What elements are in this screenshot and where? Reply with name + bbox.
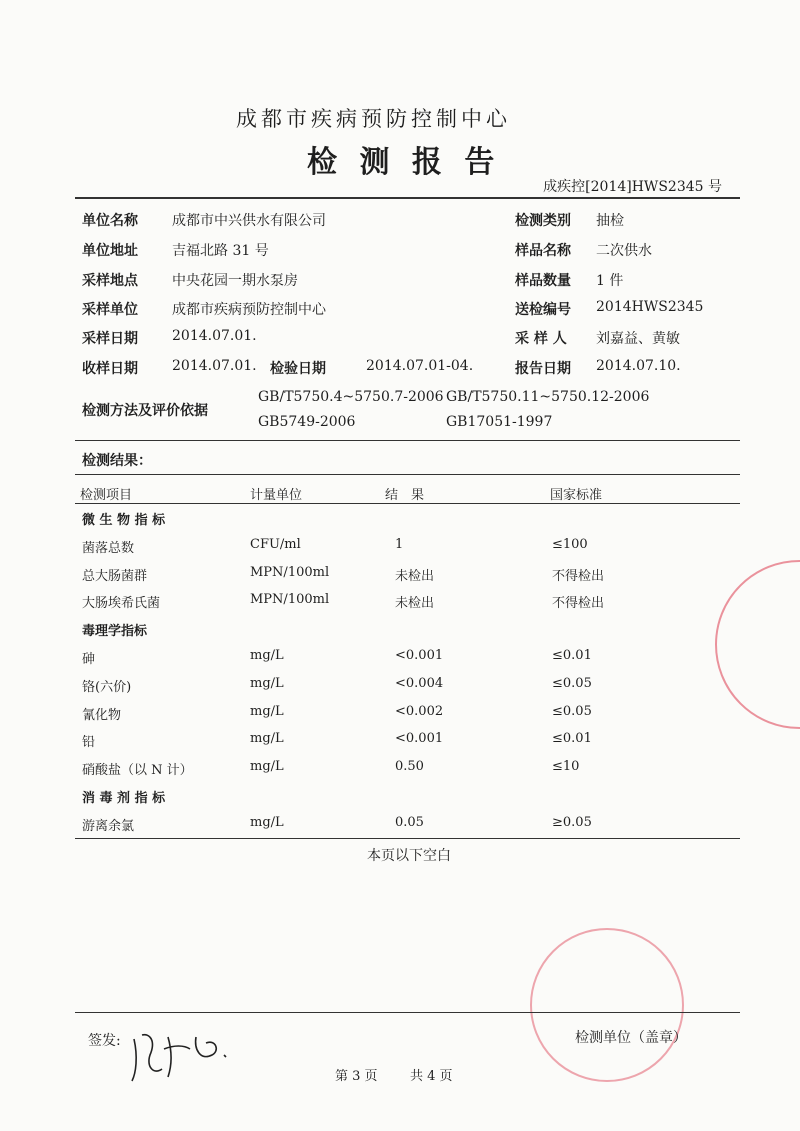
test-type: 抽检 (596, 213, 624, 229)
cell-unit: CFU/ml (250, 536, 301, 552)
sampling-date: 2014.07.01. (172, 328, 257, 344)
org-name: 成都市疾病预防控制中心 (236, 107, 511, 131)
sampling-site-label: 采样地点 (82, 273, 138, 289)
cell-result: <0.001 (395, 648, 444, 663)
submit-no-label: 送检编号 (515, 302, 571, 318)
sample-qty-label: 样品数量 (515, 273, 571, 289)
cell-unit: mg/L (250, 731, 284, 747)
cell-unit: MPN/100ml (250, 564, 330, 580)
cell-item: 铬(六价) (82, 679, 132, 695)
section-heading: 毒理学指标 (82, 624, 148, 640)
section-heading: 微 生 物 指 标 (82, 513, 166, 528)
cell-standard: ≤0.05 (552, 675, 592, 691)
cell-unit: mg/L (250, 648, 284, 663)
cell-item: 菌落总数 (82, 540, 135, 556)
unit-name-label: 单位名称 (82, 213, 138, 229)
sample-qty: 1 件 (596, 273, 624, 289)
method-item: GB/T5750.4~5750.7-2006 (258, 389, 444, 405)
method-item: GB/T5750.11~5750.12-2006 (446, 389, 650, 405)
cell-item: 砷 (82, 652, 96, 667)
cell-result: <0.002 (395, 703, 444, 719)
cell-result: 0.05 (395, 814, 424, 830)
receive-date-label: 收样日期 (82, 361, 138, 377)
sampling-date-label: 采样日期 (82, 331, 138, 347)
cell-result: 未检出 (395, 596, 435, 612)
section-heading: 消 毒 剂 指 标 (82, 791, 166, 806)
sampling-unit: 成都市疾病预防控制中心 (172, 302, 326, 318)
results-top-line (75, 474, 740, 475)
official-seal (715, 560, 800, 729)
official-seal (530, 928, 684, 1082)
cell-standard: ≤0.01 (552, 648, 592, 663)
cell-standard: ≥0.05 (552, 814, 592, 830)
sampling-site: 中央花园一期水泵房 (172, 273, 298, 289)
submit-no: 2014HWS2345 (596, 299, 704, 315)
results-bottom-line (75, 838, 740, 839)
cell-standard: ≤0.05 (552, 703, 592, 719)
cell-result: 1 (395, 536, 404, 552)
report-number: 成疾控[2014]HWS2345 号 (543, 179, 722, 195)
sample-name-label: 样品名称 (515, 243, 571, 259)
sampling-unit-label: 采样单位 (82, 302, 138, 318)
cell-unit: mg/L (250, 703, 284, 719)
cell-item: 总大肠菌群 (82, 568, 148, 584)
test-date: 2014.07.01-04. (366, 358, 474, 374)
cell-standard: ≤0.01 (552, 731, 592, 747)
footer-divider (75, 1012, 740, 1013)
results-label: 检测结果： (82, 453, 152, 469)
method-label: 检测方法及评价依据 (82, 403, 208, 419)
col-header-result: 结 果 (385, 488, 425, 503)
cell-unit: MPN/100ml (250, 592, 330, 608)
unit-address-label: 单位地址 (82, 243, 138, 259)
unit-address: 吉福北路 31 号 (172, 243, 269, 259)
cell-result: 0.50 (395, 759, 424, 775)
blank-note: 本页以下空白 (367, 848, 451, 864)
cell-result: <0.004 (395, 675, 444, 691)
sampler: 刘嘉益、黄敏 (596, 331, 680, 347)
page-current: 第 3 页 (335, 1069, 378, 1084)
cell-standard: ≤10 (552, 759, 580, 775)
cell-unit: mg/L (250, 814, 284, 830)
method-item: GB17051-1997 (446, 414, 553, 430)
col-header-unit: 计量单位 (250, 488, 303, 503)
test-type-label: 检测类别 (515, 213, 571, 229)
cell-standard: ≤100 (552, 536, 588, 552)
sampler-label: 采 样 人 (515, 331, 567, 347)
report-date-label: 报告日期 (515, 361, 571, 377)
report-title: 检 测 报 告 (307, 145, 501, 180)
cell-result: 未检出 (395, 568, 435, 584)
col-header-item: 检测项目 (80, 488, 133, 503)
cell-item: 大肠埃希氏菌 (82, 596, 161, 612)
sample-name: 二次供水 (596, 243, 652, 259)
receive-date: 2014.07.01. (172, 358, 257, 374)
info-divider (75, 440, 740, 441)
col-header-standard: 国家标准 (550, 488, 603, 503)
cell-unit: mg/L (250, 759, 284, 775)
cell-item: 铅 (82, 735, 96, 751)
sign-label: 签发: (88, 1033, 121, 1049)
cell-item: 硝酸盐（以 N 计） (82, 763, 193, 779)
unit-seal-label: 检测单位（盖章） (575, 1030, 687, 1046)
cell-standard: 不得检出 (552, 596, 605, 612)
test-date-label: 检验日期 (270, 361, 326, 377)
header-divider (75, 197, 740, 199)
report-date: 2014.07.10. (596, 358, 681, 374)
method-item: GB5749-2006 (258, 414, 356, 430)
cell-item: 氰化物 (82, 707, 122, 723)
page-total: 共 4 页 (410, 1069, 453, 1084)
signature (120, 1015, 240, 1085)
cell-standard: 不得检出 (552, 568, 605, 584)
cell-result: <0.001 (395, 731, 444, 747)
header-underline (75, 503, 740, 504)
cell-item: 游离余氯 (82, 818, 135, 834)
cell-unit: mg/L (250, 675, 284, 691)
unit-name: 成都市中兴供水有限公司 (172, 213, 326, 229)
